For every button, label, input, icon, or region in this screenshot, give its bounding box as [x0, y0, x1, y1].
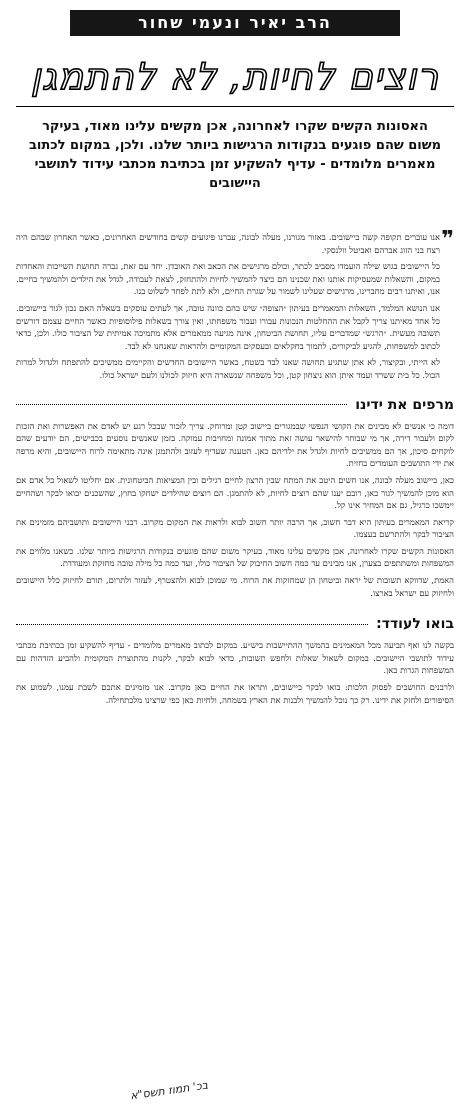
paragraph: האסונות הקשים שקרו לאחרונה, אכן מקשים עלינו מאוד, בעיקר משום שהם פוגעים בנקודות הרגישות ביותר שלנו. כשאנו מלווים את המשפחות ומשתתפים בצערן, אנו מבינים עד כמה חשוב החיבוק של הציבור כולו, ועד כמה כל מילה טובה מחזקת ומעודדת.	[16, 545, 454, 569]
lead-paragraph: האסונות הקשים שקרו לאחרונה, אכן מקשים עלינו מאוד, בעיקר משום שהם פוגעים בנקודות הרגישות ביותר שלנו. ולכן, במקום לכתוב מאמרים מלומדים - עדיף להשקיע זמן בכתיבת מכתבי עידוד לתושבי היישובים	[28, 119, 442, 191]
headline-rule	[16, 106, 454, 107]
section-1	[16, 227, 454, 382]
subhead-1-label: מרפים את ידינו	[355, 396, 454, 413]
paragraph: אנו הנושא המלמד, השאלות והמאמרים בעיתון ״הצופה״ שיש בהם כוונה טובה, אך לעתים עוסקים בשאלה האם נכון לגור ביישובים. כל אחד מאיתנו צריך לקבל את ההחלטות הנכונות עבורו ועבור משפחתו, ואין צורך בשאלות פילוסופיות כאשר החיים עצמם דורשים תשובה מעשית. ״הרגש״ שמדברים עליו, תחושת הביטחון, אינה מגיעה ממאמרים אלא מתמיכה אמיתית של הציבור כולו. ולכן, כדאי לכתוב למשפחות, להגיע לביקורים, לתמוך בחקלאים ובעסקים המקומיים ולהראות שאנחנו לא לבד.	[16, 302, 440, 351]
subhead-2-label: בואו לעודד:	[376, 616, 454, 633]
subhead-1	[16, 394, 454, 416]
paragraph: בקשה לנו ואף תביעה מכל המאמינים בהמשך ההתיישבות ביש״ע. במקום לכתוב מאמרים מלומדים - עדיף להשקיע זמן בכתיבת מכתבי עידוד לתושבי היישובים. במקום לשאול שאלות ולחפש תשובות, כדאי לבוא לבקר, לקנות מהתוצרת המקומית ולהביע הזדהות עם המשפחות הגרות כאן.	[16, 640, 454, 676]
subhead-1-rule	[16, 404, 347, 405]
paragraph: קריאת המאמרים בעיתון היא דבר חשוב, אך הרבה יותר חשוב לבוא ולראות את המקום מקרוב. רבני היישובים ותושביהם מזמינים את הציבור לבקר ולהתרשם בעצמו.	[16, 516, 454, 540]
author-banner: הרב יאיר ונעמי שחור	[70, 10, 400, 36]
paragraph: האמת, שדווקא תשובות של יראה וביטחון הן שמחזקות את הרוח. מי שמוכן לבוא ולהצטרף, לעזור ולתרום, תורם לחיזוק כלל היישובים ולחיזוק עם ישראל בארצו.	[16, 575, 454, 598]
subhead-2	[16, 613, 454, 635]
paragraph: כל היישובים בגוש שילה הועמדו מסביב לכתר, וכולם מרגישים את הכאב ואת האובדן. יחד עם זאת, גברה תחושת השייכות והאחדות במקום, והשאלות שמעסיקות אותנו ואת שכנינו הם כיצד להמשיך לחיות ולהתחזק, לצאת לעבודה, לגדל את הילדים ולהמשיך בחיים. אנו, ואיתנו רבים מחברינו, מרגישים שעלינו לשמור על שגרת החיים, ולא לתת לפחד לשלוט בנו.	[16, 261, 441, 297]
section-3	[16, 639, 454, 706]
paragraph: אנו עוברים תקופה קשה ביישובים. באזור מגורנו, מעלה לבונה, עברנו פיגועים קשים בחודשים האחרונים, כאשר האחרון שבהם היה רצח בני הזוג אברהם ואביטל וולנסקי.	[16, 232, 440, 255]
subhead-2-rule	[16, 624, 368, 625]
headline: רוצים לחיות, לא להתמגן	[30, 55, 440, 98]
section-2	[16, 420, 454, 600]
paragraph: דומה כי אנשים לא מבינים את הקושי הנפשי שבמגורים ביישוב קטן ומרוחק. צריך לזכור שבכל רגע יש לאדם את האפשרות ואת הזכות לקום ולעבור דירה, אך מי שבוחר להישאר עושה זאת מתוך אמונה ומחויבות עמוקה. בזמן שאנשים נוסעים בכבישים, הם יודעים שהם לוקחים סיכון, אך הם ממשיכים לחיות ולגדל את ילדיהם כאן. הטענה שעדיף לעזוב ולהתמגן אינה מתאימה לרוח היישובים, והיא מרפה את ידי התושבים העומדים בחזית.	[16, 420, 454, 469]
handwritten-signature: בכ' תמוז תשס"א	[129, 1078, 209, 1103]
paragraph: כאן, ביישוב מעלה לבונה, אנו חשים היטב את המתח שבין הרצון לחיים רגילים ובין המציאות הביטחונית. אם יחליטו לשאול כל אדם אם הוא מוכן להמשיך לגור כאן, רובם יענו שהם רוצים לחיות, לא להתמגן. הם רוצים שהילדים ישחקו בחוץ, שהשכנים יבואו לבקר ושהחיים יימשכו כרגיל, גם אם המחיר אינו קל.	[16, 474, 454, 511]
quote-mark-icon: ❞	[441, 227, 454, 252]
paragraph: לא הייתי, ובקיצור, לא אתן שתגיע תחושה שאנו לבד בשטח, כאשר היישובים החדשים והקיימים ממשיכים להתפתח ולגדול למרות הכול. כל בית ששרד ועמד איתן הוא ניצחון קטן, וכל משפחה שנשארה היא חיזוק לכולנו ולעם ישראל כולו.	[16, 357, 440, 380]
paragraph: ולרבנים החושבים לפסוק הלכות: בואו לבקר ביישובים, ותראו את החיים כאן מקרוב. אנו מזמינים אתכם לשבת עמנו, לשמוע את הסיפורים ולחזק את ידינו. רק כך נוכל להמשיך ולבנות את הארץ בשמחה, ולחיות כאן כפי שרצינו מלכתחילה.	[16, 682, 454, 705]
